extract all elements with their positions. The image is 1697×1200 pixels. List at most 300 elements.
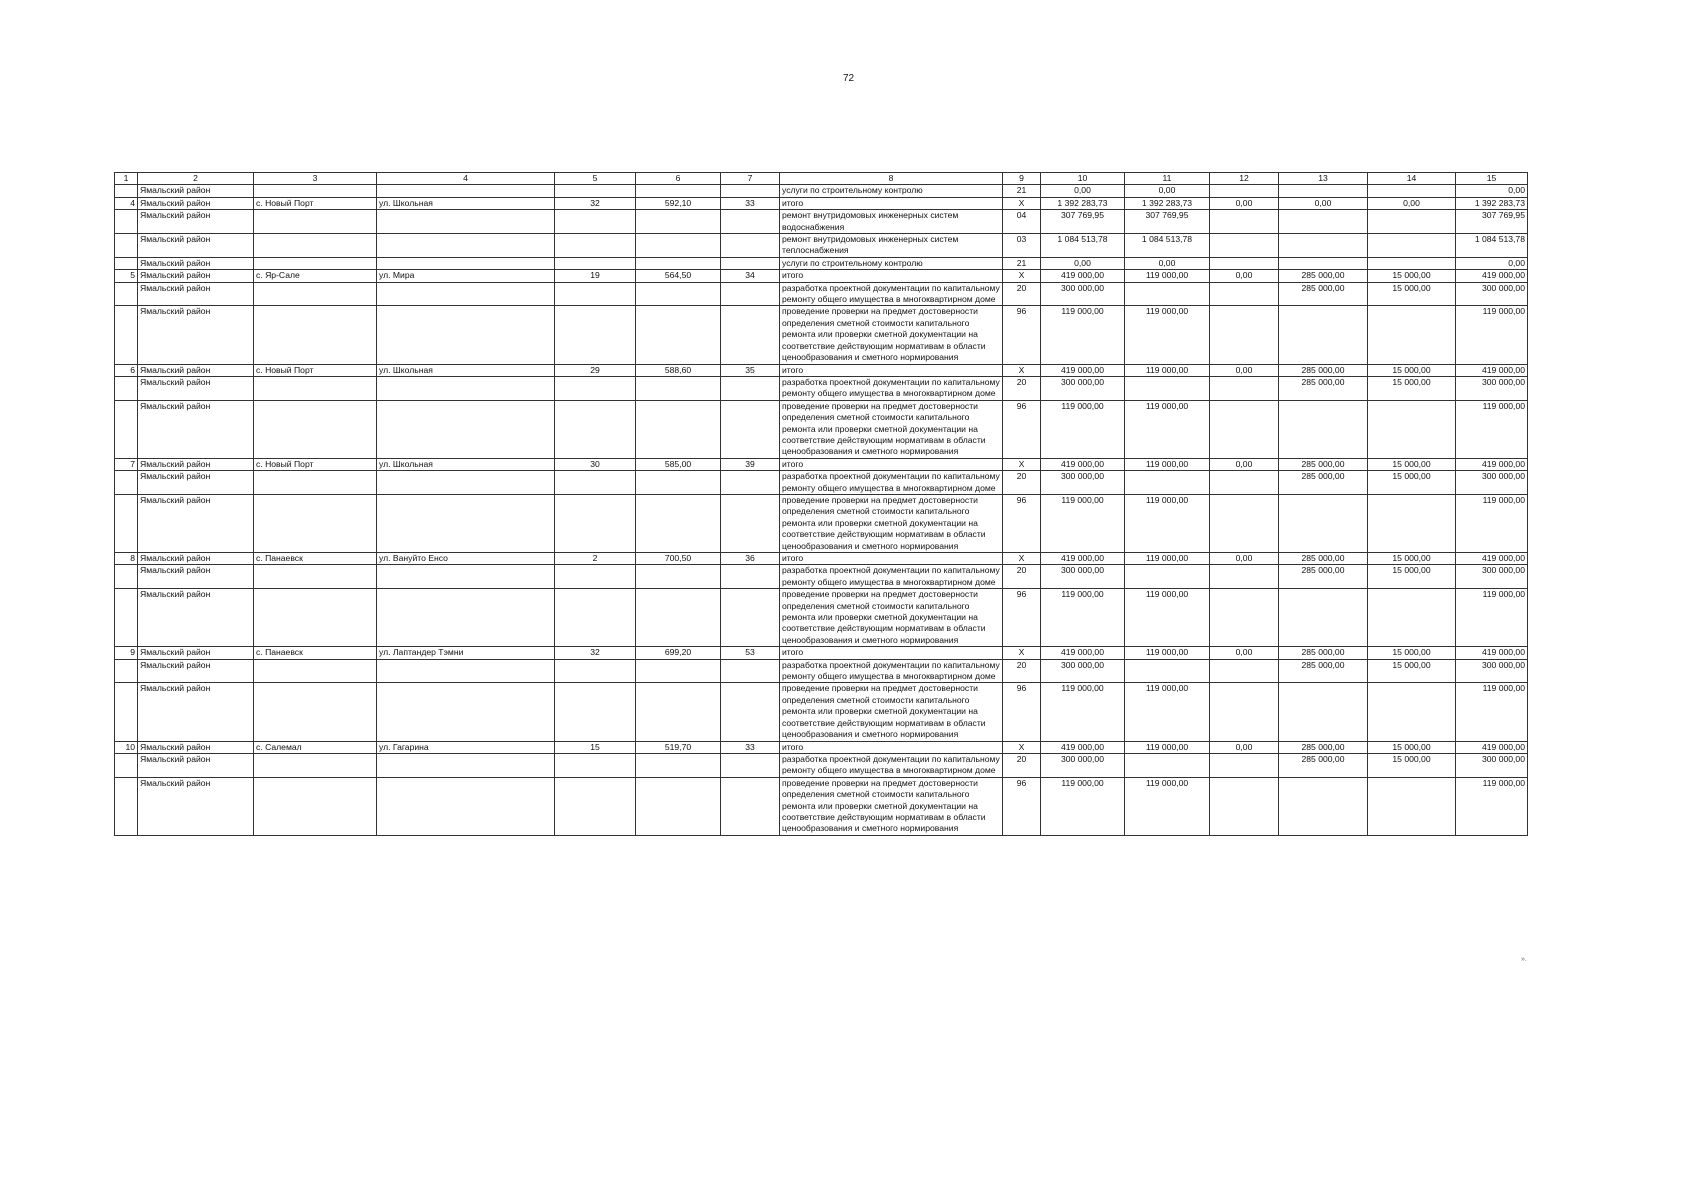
house-number-cell — [555, 376, 636, 400]
wear-percent-cell: 36 — [721, 553, 780, 565]
local-budget-cell: 0,00 — [1210, 741, 1279, 753]
other-funds-cell — [1368, 494, 1456, 552]
settlement-cell — [254, 777, 377, 835]
regional-fund-cell: 119 000,00 — [1125, 553, 1210, 565]
wear-percent-cell — [721, 494, 780, 552]
row-number-cell: 5 — [115, 270, 138, 282]
street-cell — [377, 306, 555, 364]
total-limit-cell: 300 000,00 — [1456, 471, 1528, 495]
area-cell: 588,60 — [636, 364, 721, 376]
row-number-cell — [115, 400, 138, 458]
street-cell — [377, 659, 555, 683]
house-number-cell — [555, 659, 636, 683]
area-cell — [636, 306, 721, 364]
total-limit-cell: 419 000,00 — [1456, 553, 1528, 565]
table-row — [115, 306, 1528, 364]
area-cell — [636, 234, 721, 258]
table-row — [115, 647, 1528, 659]
other-funds-cell — [1368, 777, 1456, 835]
settlement-cell: с. Новый Порт — [254, 458, 377, 470]
work-code-cell: 96 — [1003, 683, 1041, 741]
work-type-cell: итого — [780, 553, 1003, 565]
local-budget-cell — [1210, 185, 1279, 197]
street-cell — [377, 683, 555, 741]
work-type-cell: итого — [780, 647, 1003, 659]
settlement-cell — [254, 683, 377, 741]
area-cell — [636, 185, 721, 197]
street-cell — [377, 210, 555, 234]
street-cell — [377, 753, 555, 777]
wear-percent-cell — [721, 659, 780, 683]
street-cell: ул. Лаптандер Тэмни — [377, 647, 555, 659]
district-cell: Ямальский район — [138, 270, 254, 282]
house-number-cell — [555, 210, 636, 234]
street-cell — [377, 185, 555, 197]
house-number-cell — [555, 185, 636, 197]
work-type-cell: итого — [780, 270, 1003, 282]
area-cell: 592,10 — [636, 197, 721, 209]
regional-fund-cell: 119 000,00 — [1125, 777, 1210, 835]
total-cost-cell: 1 084 513,78 — [1041, 234, 1125, 258]
local-budget-cell — [1210, 659, 1279, 683]
total-cost-cell: 300 000,00 — [1041, 282, 1125, 306]
work-type-cell: проведение проверки на предмет достоверности определения сметной стоимости капитального ремонта или проверки сметной документации на соответствие действующим нормативам в области ценообразования и сметного нормирования — [780, 400, 1003, 458]
settlement-cell: с. Панаевск — [254, 647, 377, 659]
local-budget-cell — [1210, 257, 1279, 269]
wear-percent-cell: 39 — [721, 458, 780, 470]
owner-funds-cell: 285 000,00 — [1279, 753, 1368, 777]
table-row — [115, 210, 1528, 234]
area-cell — [636, 753, 721, 777]
district-cell: Ямальский район — [138, 282, 254, 306]
area-cell — [636, 565, 721, 589]
total-limit-cell: 419 000,00 — [1456, 741, 1528, 753]
owner-funds-cell: 285 000,00 — [1279, 364, 1368, 376]
settlement-cell — [254, 257, 377, 269]
local-budget-cell: 0,00 — [1210, 647, 1279, 659]
work-code-cell: Х — [1003, 741, 1041, 753]
work-type-cell: разработка проектной документации по капитальному ремонту общего имущества в многоквартирном доме — [780, 471, 1003, 495]
work-type-cell: итого — [780, 364, 1003, 376]
total-cost-cell: 307 769,95 — [1041, 210, 1125, 234]
work-type-cell: разработка проектной документации по капитальному ремонту общего имущества в многоквартирном доме — [780, 753, 1003, 777]
work-code-cell: 20 — [1003, 471, 1041, 495]
house-number-cell — [555, 753, 636, 777]
total-cost-cell: 419 000,00 — [1041, 270, 1125, 282]
district-cell: Ямальский район — [138, 565, 254, 589]
total-limit-cell: 419 000,00 — [1456, 364, 1528, 376]
work-code-cell: 20 — [1003, 565, 1041, 589]
district-cell: Ямальский район — [138, 683, 254, 741]
settlement-cell — [254, 185, 377, 197]
street-cell — [377, 234, 555, 258]
work-type-cell: разработка проектной документации по капитальному ремонту общего имущества в многоквартирном доме — [780, 376, 1003, 400]
column-number: 2 — [138, 173, 254, 185]
wear-percent-cell — [721, 234, 780, 258]
column-number: 6 — [636, 173, 721, 185]
other-funds-cell: 15 000,00 — [1368, 741, 1456, 753]
house-number-cell — [555, 777, 636, 835]
table-row — [115, 494, 1528, 552]
owner-funds-cell: 285 000,00 — [1279, 647, 1368, 659]
total-cost-cell: 419 000,00 — [1041, 458, 1125, 470]
house-number-cell — [555, 282, 636, 306]
owner-funds-cell — [1279, 210, 1368, 234]
house-number-cell — [555, 683, 636, 741]
wear-percent-cell — [721, 282, 780, 306]
local-budget-cell — [1210, 494, 1279, 552]
column-number: 12 — [1210, 173, 1279, 185]
district-cell: Ямальский район — [138, 185, 254, 197]
wear-percent-cell — [721, 589, 780, 647]
work-code-cell: 96 — [1003, 589, 1041, 647]
table-row — [115, 270, 1528, 282]
table-row — [115, 282, 1528, 306]
column-number: 11 — [1125, 173, 1210, 185]
other-funds-cell — [1368, 306, 1456, 364]
street-cell — [377, 400, 555, 458]
regional-fund-cell: 119 000,00 — [1125, 741, 1210, 753]
local-budget-cell — [1210, 471, 1279, 495]
regional-fund-cell: 119 000,00 — [1125, 458, 1210, 470]
total-limit-cell: 419 000,00 — [1456, 270, 1528, 282]
local-budget-cell — [1210, 753, 1279, 777]
other-funds-cell: 15 000,00 — [1368, 458, 1456, 470]
area-cell — [636, 589, 721, 647]
row-number-cell — [115, 589, 138, 647]
owner-funds-cell: 285 000,00 — [1279, 741, 1368, 753]
work-code-cell: Х — [1003, 458, 1041, 470]
wear-percent-cell — [721, 471, 780, 495]
house-number-cell — [555, 257, 636, 269]
settlement-cell — [254, 589, 377, 647]
column-number: 1 — [115, 173, 138, 185]
work-type-cell: итого — [780, 741, 1003, 753]
other-funds-cell: 15 000,00 — [1368, 364, 1456, 376]
other-funds-cell — [1368, 683, 1456, 741]
house-number-cell: 15 — [555, 741, 636, 753]
house-number-cell: 32 — [555, 197, 636, 209]
other-funds-cell — [1368, 185, 1456, 197]
regional-fund-cell: 119 000,00 — [1125, 683, 1210, 741]
row-number-cell — [115, 282, 138, 306]
owner-funds-cell: 285 000,00 — [1279, 270, 1368, 282]
local-budget-cell — [1210, 234, 1279, 258]
house-number-cell — [555, 400, 636, 458]
local-budget-cell — [1210, 306, 1279, 364]
register-table — [114, 172, 1528, 836]
work-type-cell: проведение проверки на предмет достоверности определения сметной стоимости капитального ремонта или проверки сметной документации на соответствие действующим нормативам в области ценообразования и сметного нормирования — [780, 589, 1003, 647]
owner-funds-cell: 285 000,00 — [1279, 553, 1368, 565]
house-number-cell — [555, 494, 636, 552]
row-number-cell — [115, 565, 138, 589]
row-number-cell — [115, 234, 138, 258]
district-cell: Ямальский район — [138, 376, 254, 400]
work-type-cell: ремонт внутридомовых инженерных систем теплоснабжения — [780, 234, 1003, 258]
column-number: 3 — [254, 173, 377, 185]
total-limit-cell: 0,00 — [1456, 257, 1528, 269]
settlement-cell — [254, 400, 377, 458]
street-cell — [377, 257, 555, 269]
total-limit-cell: 119 000,00 — [1456, 400, 1528, 458]
settlement-cell — [254, 471, 377, 495]
owner-funds-cell — [1279, 306, 1368, 364]
table-row — [115, 400, 1528, 458]
local-budget-cell — [1210, 589, 1279, 647]
other-funds-cell: 15 000,00 — [1368, 471, 1456, 495]
column-number: 7 — [721, 173, 780, 185]
regional-fund-cell — [1125, 471, 1210, 495]
wear-percent-cell — [721, 210, 780, 234]
table-row — [115, 683, 1528, 741]
work-code-cell: 21 — [1003, 257, 1041, 269]
work-type-cell: проведение проверки на предмет достоверности определения сметной стоимости капитального ремонта или проверки сметной документации на соответствие действующим нормативам в области ценообразования и сметного нормирования — [780, 683, 1003, 741]
row-number-cell — [115, 683, 138, 741]
work-code-cell: 03 — [1003, 234, 1041, 258]
district-cell: Ямальский район — [138, 741, 254, 753]
house-number-cell — [555, 234, 636, 258]
table-row — [115, 553, 1528, 565]
work-code-cell: 21 — [1003, 185, 1041, 197]
row-number-cell — [115, 257, 138, 269]
area-cell — [636, 659, 721, 683]
regional-fund-cell: 0,00 — [1125, 257, 1210, 269]
street-cell: ул. Школьная — [377, 458, 555, 470]
area-cell — [636, 282, 721, 306]
total-limit-cell: 300 000,00 — [1456, 753, 1528, 777]
column-number: 8 — [780, 173, 1003, 185]
work-type-cell: проведение проверки на предмет достоверности определения сметной стоимости капитального ремонта или проверки сметной документации на соответствие действующим нормативам в области ценообразования и сметного нормирования — [780, 777, 1003, 835]
regional-fund-cell: 1 084 513,78 — [1125, 234, 1210, 258]
owner-funds-cell: 0,00 — [1279, 197, 1368, 209]
work-type-cell: разработка проектной документации по капитальному ремонту общего имущества в многоквартирном доме — [780, 282, 1003, 306]
work-code-cell: 96 — [1003, 494, 1041, 552]
row-number-cell: 8 — [115, 553, 138, 565]
column-number: 10 — [1041, 173, 1125, 185]
total-cost-cell: 119 000,00 — [1041, 589, 1125, 647]
local-budget-cell: 0,00 — [1210, 270, 1279, 282]
table-row — [115, 741, 1528, 753]
row-number-cell: 10 — [115, 741, 138, 753]
other-funds-cell: 15 000,00 — [1368, 753, 1456, 777]
work-type-cell: услуги по строительному контролю — [780, 185, 1003, 197]
row-number-cell: 9 — [115, 647, 138, 659]
owner-funds-cell — [1279, 234, 1368, 258]
column-number: 5 — [555, 173, 636, 185]
other-funds-cell: 15 000,00 — [1368, 376, 1456, 400]
other-funds-cell — [1368, 257, 1456, 269]
other-funds-cell — [1368, 400, 1456, 458]
settlement-cell: с. Яр-Сале — [254, 270, 377, 282]
district-cell: Ямальский район — [138, 257, 254, 269]
row-number-cell — [115, 659, 138, 683]
area-cell — [636, 494, 721, 552]
wear-percent-cell — [721, 565, 780, 589]
local-budget-cell: 0,00 — [1210, 553, 1279, 565]
work-type-cell: проведение проверки на предмет достоверности определения сметной стоимости капитального ремонта или проверки сметной документации на соответствие действующим нормативам в области ценообразования и сметного нормирования — [780, 494, 1003, 552]
regional-fund-cell — [1125, 753, 1210, 777]
local-budget-cell — [1210, 376, 1279, 400]
district-cell: Ямальский район — [138, 659, 254, 683]
owner-funds-cell — [1279, 589, 1368, 647]
wear-percent-cell — [721, 376, 780, 400]
settlement-cell: с. Новый Порт — [254, 364, 377, 376]
owner-funds-cell — [1279, 400, 1368, 458]
table-row — [115, 234, 1528, 258]
house-number-cell — [555, 565, 636, 589]
settlement-cell — [254, 659, 377, 683]
page-number: 72 — [842, 73, 855, 84]
total-cost-cell: 419 000,00 — [1041, 647, 1125, 659]
other-funds-cell: 15 000,00 — [1368, 270, 1456, 282]
local-budget-cell: 0,00 — [1210, 364, 1279, 376]
settlement-cell: с. Салемал — [254, 741, 377, 753]
total-cost-cell: 119 000,00 — [1041, 494, 1125, 552]
total-cost-cell: 0,00 — [1041, 185, 1125, 197]
table-row — [115, 753, 1528, 777]
regional-fund-cell: 119 000,00 — [1125, 364, 1210, 376]
total-cost-cell: 419 000,00 — [1041, 553, 1125, 565]
work-code-cell: 96 — [1003, 777, 1041, 835]
table-row — [115, 659, 1528, 683]
settlement-cell — [254, 376, 377, 400]
row-number-cell — [115, 306, 138, 364]
local-budget-cell — [1210, 400, 1279, 458]
other-funds-cell: 15 000,00 — [1368, 282, 1456, 306]
district-cell: Ямальский район — [138, 234, 254, 258]
regional-fund-cell: 119 000,00 — [1125, 306, 1210, 364]
other-funds-cell: 0,00 — [1368, 197, 1456, 209]
settlement-cell: с. Панаевск — [254, 553, 377, 565]
district-cell: Ямальский район — [138, 197, 254, 209]
street-cell — [377, 376, 555, 400]
street-cell — [377, 494, 555, 552]
work-type-cell: итого — [780, 458, 1003, 470]
total-cost-cell: 300 000,00 — [1041, 753, 1125, 777]
table-row — [115, 458, 1528, 470]
settlement-cell — [254, 306, 377, 364]
total-cost-cell: 419 000,00 — [1041, 364, 1125, 376]
regional-fund-cell: 119 000,00 — [1125, 589, 1210, 647]
column-number: 4 — [377, 173, 555, 185]
row-number-cell: 7 — [115, 458, 138, 470]
column-number: 14 — [1368, 173, 1456, 185]
regional-fund-cell: 119 000,00 — [1125, 647, 1210, 659]
district-cell: Ямальский район — [138, 471, 254, 495]
district-cell: Ямальский район — [138, 753, 254, 777]
area-cell: 699,20 — [636, 647, 721, 659]
wear-percent-cell — [721, 306, 780, 364]
total-limit-cell: 419 000,00 — [1456, 647, 1528, 659]
total-cost-cell: 0,00 — [1041, 257, 1125, 269]
total-cost-cell: 119 000,00 — [1041, 306, 1125, 364]
work-code-cell: Х — [1003, 270, 1041, 282]
total-cost-cell: 300 000,00 — [1041, 471, 1125, 495]
street-cell: ул. Школьная — [377, 364, 555, 376]
regional-fund-cell — [1125, 282, 1210, 306]
district-cell: Ямальский район — [138, 364, 254, 376]
work-code-cell: Х — [1003, 647, 1041, 659]
owner-funds-cell — [1279, 494, 1368, 552]
area-cell — [636, 376, 721, 400]
house-number-cell: 19 — [555, 270, 636, 282]
regional-fund-cell: 119 000,00 — [1125, 270, 1210, 282]
district-cell: Ямальский район — [138, 400, 254, 458]
area-cell: 564,50 — [636, 270, 721, 282]
work-code-cell: Х — [1003, 553, 1041, 565]
other-funds-cell — [1368, 210, 1456, 234]
local-budget-cell — [1210, 282, 1279, 306]
wear-percent-cell: 35 — [721, 364, 780, 376]
table-row — [115, 589, 1528, 647]
owner-funds-cell — [1279, 257, 1368, 269]
owner-funds-cell — [1279, 683, 1368, 741]
settlement-cell — [254, 210, 377, 234]
house-number-cell — [555, 306, 636, 364]
local-budget-cell: 0,00 — [1210, 458, 1279, 470]
total-limit-cell: 300 000,00 — [1456, 376, 1528, 400]
total-limit-cell: 419 000,00 — [1456, 458, 1528, 470]
area-cell — [636, 777, 721, 835]
regional-fund-cell: 119 000,00 — [1125, 400, 1210, 458]
wear-percent-cell — [721, 257, 780, 269]
regional-fund-cell: 0,00 — [1125, 185, 1210, 197]
table-row — [115, 257, 1528, 269]
street-cell — [377, 471, 555, 495]
total-limit-cell: 1 392 283,73 — [1456, 197, 1528, 209]
street-cell — [377, 777, 555, 835]
table-row — [115, 471, 1528, 495]
district-cell: Ямальский район — [138, 647, 254, 659]
total-limit-cell: 300 000,00 — [1456, 659, 1528, 683]
settlement-cell: с. Новый Порт — [254, 197, 377, 209]
street-cell: ул. Вануйто Енсо — [377, 553, 555, 565]
settlement-cell — [254, 234, 377, 258]
row-number-cell: 4 — [115, 197, 138, 209]
owner-funds-cell: 285 000,00 — [1279, 376, 1368, 400]
total-cost-cell: 300 000,00 — [1041, 659, 1125, 683]
other-funds-cell: 15 000,00 — [1368, 659, 1456, 683]
district-cell: Ямальский район — [138, 458, 254, 470]
settlement-cell — [254, 565, 377, 589]
total-limit-cell: 119 000,00 — [1456, 683, 1528, 741]
district-cell: Ямальский район — [138, 210, 254, 234]
house-number-cell: 29 — [555, 364, 636, 376]
local-budget-cell — [1210, 210, 1279, 234]
area-cell: 519,70 — [636, 741, 721, 753]
regional-fund-cell: 307 769,95 — [1125, 210, 1210, 234]
register-body — [115, 173, 1528, 836]
street-cell: ул. Гагарина — [377, 741, 555, 753]
house-number-cell: 32 — [555, 647, 636, 659]
row-number-cell — [115, 210, 138, 234]
house-number-cell — [555, 471, 636, 495]
table-row — [115, 565, 1528, 589]
total-cost-cell: 300 000,00 — [1041, 565, 1125, 589]
total-limit-cell: 300 000,00 — [1456, 282, 1528, 306]
work-type-cell: услуги по строительному контролю — [780, 257, 1003, 269]
total-cost-cell: 119 000,00 — [1041, 777, 1125, 835]
regional-fund-cell: 119 000,00 — [1125, 494, 1210, 552]
wear-percent-cell: 33 — [721, 197, 780, 209]
house-number-cell: 30 — [555, 458, 636, 470]
wear-percent-cell: 33 — [721, 741, 780, 753]
area-cell — [636, 683, 721, 741]
work-type-cell: итого — [780, 197, 1003, 209]
work-code-cell: 96 — [1003, 400, 1041, 458]
street-cell — [377, 589, 555, 647]
district-cell: Ямальский район — [138, 306, 254, 364]
